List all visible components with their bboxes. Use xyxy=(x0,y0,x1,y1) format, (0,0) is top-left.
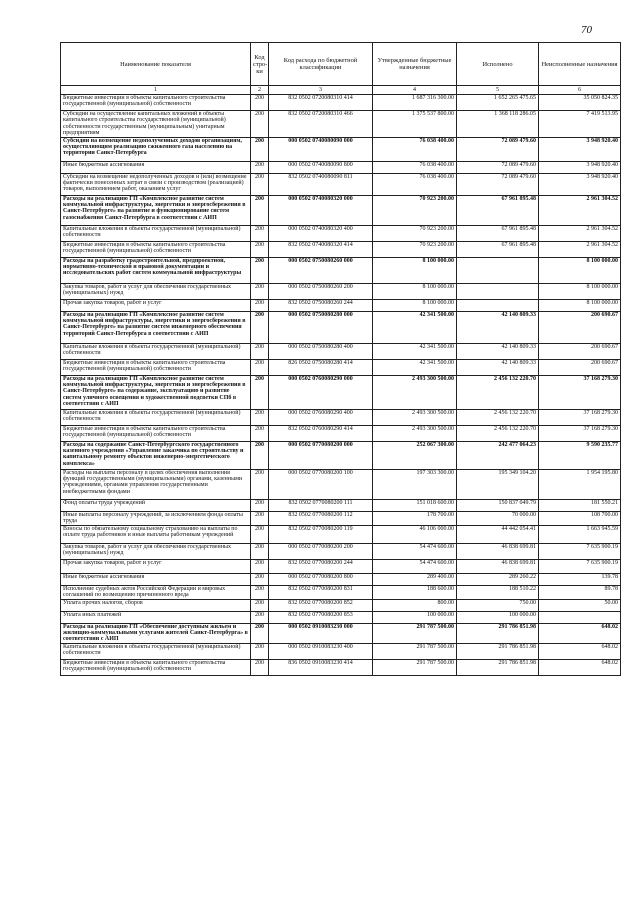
table-row xyxy=(61,525,621,543)
row-unexecuted-cell: 1 663 945.59 xyxy=(539,525,621,543)
row-approved-cell: 2 493 300 500.00 xyxy=(373,409,457,425)
table-row xyxy=(61,611,621,623)
row-executed-cell: 72 089 479.60 xyxy=(457,161,539,173)
table-row xyxy=(61,511,621,525)
row-name-cell: Капитальные вложения в объекты государственной (муниципальной) собственности xyxy=(61,225,251,241)
row-executed-cell: 291 786 851.98 xyxy=(457,643,539,659)
row-name-cell: Исполнение судебных актов Российской Федерации и мировых соглашений по возмещению причиненного вреда xyxy=(61,585,251,599)
row-unexecuted-cell: 37 168 279.30 xyxy=(539,409,621,425)
row-unexecuted-cell: 2 961 304.52 xyxy=(539,241,621,257)
row-name-cell: Бюджетные инвестиции в объекты капитального строительства государственной (муниципальной) собственности xyxy=(61,95,251,111)
row-line-code-cell: 200 xyxy=(251,283,269,299)
row-executed-cell: 1 652 265 475.65 xyxy=(457,95,539,111)
row-name-cell: Субсидии на возмещение недополученных доходов и (или) возмещение фактически понесенных затрат в связи с производством (реализацией) товаров, выполнением работ, оказанием услуг xyxy=(61,173,251,195)
row-executed-cell: 42 140 809.33 xyxy=(457,311,539,343)
row-approved-cell: 76 038 400.00 xyxy=(373,137,457,161)
column-number: 2 xyxy=(251,86,269,95)
row-line-code-cell: 200 xyxy=(251,599,269,611)
row-approved-cell: 151 018 600.00 xyxy=(373,499,457,511)
row-unexecuted-cell: 1 954 195.80 xyxy=(539,469,621,499)
row-executed-cell: 2 456 132 220.70 xyxy=(457,375,539,409)
row-kbk-cell: 000 0502 0750080280 400 xyxy=(269,343,373,359)
column-number: 3 xyxy=(269,86,373,95)
row-line-code-cell: 200 xyxy=(251,409,269,425)
row-approved-cell: 8 100 000.00 xyxy=(373,299,457,311)
row-name-cell: Расходы на реализацию ГП «Комплексное развитие систем коммунальной инфраструктуры, энергетики и энергосбережения в Санкт-Петербурге» на содержание, эксплуатацию и развитие систем уличного освещения и художественной подсветки СПб в соответствии с АИП xyxy=(61,375,251,409)
column-number: 5 xyxy=(457,86,539,95)
row-approved-cell: 291 787 500.00 xyxy=(373,659,457,675)
row-unexecuted-cell xyxy=(539,611,621,623)
table-row xyxy=(61,111,621,138)
row-kbk-cell: 832 0502 0770080200 852 xyxy=(269,599,373,611)
column-number-row xyxy=(61,86,621,95)
row-name-cell: Закупка товаров, работ и услуг для обеспечения государственных (муниципальных) нужд xyxy=(61,283,251,299)
row-executed-cell: 289 260.22 xyxy=(457,573,539,585)
row-executed-cell: 291 786 851.98 xyxy=(457,623,539,643)
row-executed-cell: 67 961 895.48 xyxy=(457,241,539,257)
row-unexecuted-cell: 108 700.00 xyxy=(539,511,621,525)
table-row xyxy=(61,257,621,283)
row-unexecuted-cell: 3 948 920.40 xyxy=(539,137,621,161)
row-unexecuted-cell: 3 948 920.40 xyxy=(539,161,621,173)
row-kbk-cell: 000 0502 0770080200 000 xyxy=(269,441,373,469)
row-kbk-cell: 000 0502 0740080090 800 xyxy=(269,161,373,173)
row-unexecuted-cell: 139.78 xyxy=(539,573,621,585)
row-name-cell: Прочая закупка товаров, работ и услуг xyxy=(61,299,251,311)
row-kbk-cell: 832 0502 0740080090 811 xyxy=(269,173,373,195)
row-line-code-cell: 200 xyxy=(251,299,269,311)
table-row xyxy=(61,195,621,225)
table-row xyxy=(61,573,621,585)
row-approved-cell: 42 341 500.00 xyxy=(373,311,457,343)
table-row xyxy=(61,311,621,343)
row-kbk-cell: 832 0502 0750080260 244 xyxy=(269,299,373,311)
row-unexecuted-cell: 35 050 824.35 xyxy=(539,95,621,111)
row-unexecuted-cell: 37 168 279.30 xyxy=(539,425,621,441)
row-executed-cell: 150 837 049.79 xyxy=(457,499,539,511)
table-row xyxy=(61,241,621,257)
row-kbk-cell: 000 0502 0760080290 000 xyxy=(269,375,373,409)
row-approved-cell: 800.00 xyxy=(373,599,457,611)
col-header-approved: Утвержденные бюджетные назначения xyxy=(373,43,457,86)
row-line-code-cell: 200 xyxy=(251,623,269,643)
table-row xyxy=(61,161,621,173)
row-kbk-cell: 832 0502 0740080320 414 xyxy=(269,241,373,257)
row-executed-cell: 46 838 699.81 xyxy=(457,559,539,573)
col-header-unexecuted: Неисполненные назначения xyxy=(539,43,621,86)
row-unexecuted-cell: 9 590 235.77 xyxy=(539,441,621,469)
row-approved-cell: 70 923 200.00 xyxy=(373,241,457,257)
table-row xyxy=(61,283,621,299)
table-row xyxy=(61,499,621,511)
row-executed-cell: 67 961 895.48 xyxy=(457,225,539,241)
table-row xyxy=(61,95,621,111)
table-row xyxy=(61,375,621,409)
column-number: 4 xyxy=(373,86,457,95)
row-approved-cell: 42 341 500.00 xyxy=(373,359,457,375)
row-kbk-cell: 826 0502 0750080280 414 xyxy=(269,359,373,375)
row-approved-cell: 1 687 316 300.00 xyxy=(373,95,457,111)
row-executed-cell: 750.00 xyxy=(457,599,539,611)
row-name-cell: Прочая закупка товаров, работ и услуг xyxy=(61,559,251,573)
row-approved-cell: 2 493 300 500.00 xyxy=(373,425,457,441)
row-approved-cell: 291 787 500.00 xyxy=(373,643,457,659)
col-header-kbk: Код расхода по бюджетной классификации xyxy=(269,43,373,86)
row-unexecuted-cell: 648.02 xyxy=(539,623,621,643)
row-executed-cell: 100 000.00 xyxy=(457,611,539,623)
row-name-cell: Бюджетные инвестиции в объекты капитального строительства государственной (муниципальной) собственности xyxy=(61,659,251,675)
row-line-code-cell: 200 xyxy=(251,585,269,599)
row-approved-cell: 76 038 400.00 xyxy=(373,161,457,173)
row-name-cell: Уплата иных платежей xyxy=(61,611,251,623)
row-unexecuted-cell: 200 690.67 xyxy=(539,359,621,375)
row-executed-cell: 72 089 479.60 xyxy=(457,137,539,161)
row-kbk-cell: 832 0502 0770080200 119 xyxy=(269,525,373,543)
table-header-row xyxy=(61,43,621,86)
table-row xyxy=(61,623,621,643)
row-approved-cell: 46 106 000.00 xyxy=(373,525,457,543)
row-line-code-cell: 200 xyxy=(251,111,269,138)
row-line-code-cell: 200 xyxy=(251,643,269,659)
row-kbk-cell: 000 0502 0760080290 400 xyxy=(269,409,373,425)
row-unexecuted-cell: 37 168 279.30 xyxy=(539,375,621,409)
row-line-code-cell: 200 xyxy=(251,343,269,359)
row-line-code-cell: 200 xyxy=(251,511,269,525)
row-name-cell: Бюджетные инвестиции в объекты капитального строительства государственной (муниципальной) собственности xyxy=(61,359,251,375)
row-approved-cell: 54 474 600.00 xyxy=(373,559,457,573)
row-name-cell: Капитальные вложения в объекты государственной (муниципальной) собственности xyxy=(61,343,251,359)
table-row xyxy=(61,299,621,311)
row-unexecuted-cell: 200 690.67 xyxy=(539,311,621,343)
table-row xyxy=(61,659,621,675)
row-name-cell: Бюджетные инвестиции в объекты капитального строительства государственной (муниципальной) собственности xyxy=(61,241,251,257)
row-line-code-cell: 200 xyxy=(251,441,269,469)
row-unexecuted-cell: 7 635 900.19 xyxy=(539,559,621,573)
row-executed-cell: 2 456 132 220.70 xyxy=(457,409,539,425)
table-row xyxy=(61,173,621,195)
row-kbk-cell: 000 0502 0770080200 100 xyxy=(269,469,373,499)
table-row xyxy=(61,585,621,599)
row-name-cell: Иные бюджетные ассигнования xyxy=(61,573,251,585)
table-row xyxy=(61,359,621,375)
row-line-code-cell: 200 xyxy=(251,499,269,511)
table-row xyxy=(61,543,621,559)
row-kbk-cell: 832 0502 0770080200 831 xyxy=(269,585,373,599)
row-line-code-cell: 200 xyxy=(251,559,269,573)
row-line-code-cell: 200 xyxy=(251,375,269,409)
row-line-code-cell: 200 xyxy=(251,161,269,173)
row-executed-cell: 291 786 851.98 xyxy=(457,659,539,675)
row-executed-cell xyxy=(457,283,539,299)
row-unexecuted-cell: 181 550.21 xyxy=(539,499,621,511)
table-row xyxy=(61,441,621,469)
row-unexecuted-cell: 3 948 920.40 xyxy=(539,173,621,195)
row-executed-cell xyxy=(457,257,539,283)
row-line-code-cell: 200 xyxy=(251,469,269,499)
row-unexecuted-cell: 8 100 000.00 xyxy=(539,257,621,283)
row-executed-cell: 70 000.00 xyxy=(457,511,539,525)
row-unexecuted-cell: 200 690.67 xyxy=(539,343,621,359)
row-kbk-cell: 000 0502 0740080090 000 xyxy=(269,137,373,161)
row-name-cell: Капитальные вложения в объекты государственной (муниципальной) собственности xyxy=(61,409,251,425)
row-line-code-cell: 200 xyxy=(251,311,269,343)
row-line-code-cell: 200 xyxy=(251,195,269,225)
table-row xyxy=(61,137,621,161)
row-kbk-cell: 000 0502 0750080260 000 xyxy=(269,257,373,283)
table-row xyxy=(61,409,621,425)
row-name-cell: Субсидии на осуществление капитальных вложений в объекты капитального строительства государственной (муниципальной) собственности государственным (муниципальным) унитарным предприятиям xyxy=(61,111,251,138)
table-row xyxy=(61,225,621,241)
row-kbk-cell: 000 0502 0770080200 200 xyxy=(269,543,373,559)
page-number: 70 xyxy=(581,24,592,36)
row-approved-cell: 1 375 537 800.00 xyxy=(373,111,457,138)
row-line-code-cell: 200 xyxy=(251,225,269,241)
budget-execution-table xyxy=(60,42,621,676)
row-line-code-cell: 200 xyxy=(251,359,269,375)
row-line-code-cell: 200 xyxy=(251,137,269,161)
row-line-code-cell: 200 xyxy=(251,241,269,257)
row-kbk-cell: 832 0502 0770080200 111 xyxy=(269,499,373,511)
row-name-cell: Расходы на реализацию ГП «Комплексное развитие систем коммунальной инфраструктуры, энергетики и энергосбережения в Санкт-Петербурге» на развитие систем инженерного обеспечения территорий Санкт-Петербурга в соответствии с АИП xyxy=(61,311,251,343)
row-executed-cell: 72 089 479.60 xyxy=(457,173,539,195)
table-row xyxy=(61,425,621,441)
row-approved-cell: 289 400.00 xyxy=(373,573,457,585)
row-unexecuted-cell: 7 419 513.95 xyxy=(539,111,621,138)
row-kbk-cell: 832 0502 0720080310 414 xyxy=(269,95,373,111)
row-kbk-cell: 832 0502 0770080200 853 xyxy=(269,611,373,623)
row-name-cell: Расходы на выплаты персоналу в целях обеспечения выполнения функций государственными (муниципальными) органами, казенными учреждениями, органами управления государственными внебюджетными фондами xyxy=(61,469,251,499)
row-line-code-cell: 200 xyxy=(251,173,269,195)
row-kbk-cell: 832 0502 0770080200 112 xyxy=(269,511,373,525)
row-unexecuted-cell: 648.02 xyxy=(539,659,621,675)
row-kbk-cell: 000 0502 0740080320 400 xyxy=(269,225,373,241)
row-kbk-cell: 000 0502 0750080260 200 xyxy=(269,283,373,299)
row-name-cell: Взносы по обязательному социальному страхованию на выплаты по оплате труда работников и иные выплаты работникам учреждений xyxy=(61,525,251,543)
row-executed-cell: 44 442 054.41 xyxy=(457,525,539,543)
table-row xyxy=(61,469,621,499)
row-kbk-cell: 000 0502 0750080280 000 xyxy=(269,311,373,343)
row-approved-cell: 178 700.00 xyxy=(373,511,457,525)
row-name-cell: Уплата прочих налогов, сборов xyxy=(61,599,251,611)
row-approved-cell: 2 493 300 500.00 xyxy=(373,375,457,409)
row-executed-cell: 195 349 104.20 xyxy=(457,469,539,499)
row-name-cell: Иные выплаты персоналу учреждений, за исключением фонда оплаты труда xyxy=(61,511,251,525)
row-executed-cell: 2 456 132 220.70 xyxy=(457,425,539,441)
row-executed-cell: 42 140 809.33 xyxy=(457,359,539,375)
row-executed-cell: 188 510.22 xyxy=(457,585,539,599)
col-header-name: Наименование показателя xyxy=(61,43,251,86)
row-approved-cell: 70 923 200.00 xyxy=(373,195,457,225)
row-executed-cell: 67 961 895.48 xyxy=(457,195,539,225)
row-approved-cell: 197 303 300.00 xyxy=(373,469,457,499)
row-name-cell: Расходы на содержание Санкт-Петербургского государственного казенного учреждения «Управление заказчика по строительству и капитальному ремонту объектов инженерно-энергетического комплекса» xyxy=(61,441,251,469)
row-kbk-cell: 832 0502 0720080310 466 xyxy=(269,111,373,138)
row-unexecuted-cell: 89.78 xyxy=(539,585,621,599)
row-unexecuted-cell: 2 961 304.52 xyxy=(539,225,621,241)
row-line-code-cell: 200 xyxy=(251,543,269,559)
row-kbk-cell: 000 0502 0910083230 400 xyxy=(269,643,373,659)
row-line-code-cell: 200 xyxy=(251,611,269,623)
table-row xyxy=(61,599,621,611)
table-row xyxy=(61,559,621,573)
row-kbk-cell: 000 0502 0740080320 000 xyxy=(269,195,373,225)
column-number: 1 xyxy=(61,86,251,95)
row-approved-cell: 8 100 000.00 xyxy=(373,257,457,283)
col-header-line-code: Код стро-ки xyxy=(251,43,269,86)
row-line-code-cell: 200 xyxy=(251,525,269,543)
row-line-code-cell: 200 xyxy=(251,659,269,675)
row-approved-cell: 188 600.00 xyxy=(373,585,457,599)
row-kbk-cell: 000 0502 0910083230 000 xyxy=(269,623,373,643)
row-approved-cell: 42 341 500.00 xyxy=(373,343,457,359)
column-number: 6 xyxy=(539,86,621,95)
row-kbk-cell: 836 0502 0910083230 414 xyxy=(269,659,373,675)
row-approved-cell: 100 000.00 xyxy=(373,611,457,623)
row-approved-cell: 76 038 400.00 xyxy=(373,173,457,195)
row-line-code-cell: 200 xyxy=(251,573,269,585)
table-row xyxy=(61,643,621,659)
row-name-cell: Расходы на разработку градостроительной, предпроектной, нормативно-технической и правовой документации и исследовательских работ систем коммунальной инфраструктуры xyxy=(61,257,251,283)
row-name-cell: Капитальные вложения в объекты государственной (муниципальной) собственности xyxy=(61,643,251,659)
row-name-cell: Расходы на реализацию ГП «Комплексное развитие систем коммунальной инфраструктуры, энергетики и энергосбережения в Санкт-Петербурге» на развитие и функционирование систем газоснабжения Санкт-Петербурга в соответствии с АИП xyxy=(61,195,251,225)
row-executed-cell: 46 838 699.81 xyxy=(457,543,539,559)
row-line-code-cell: 200 xyxy=(251,95,269,111)
row-executed-cell: 242 477 064.23 xyxy=(457,441,539,469)
row-approved-cell: 70 923 200.00 xyxy=(373,225,457,241)
row-unexecuted-cell: 50.00 xyxy=(539,599,621,611)
row-line-code-cell: 200 xyxy=(251,257,269,283)
row-line-code-cell: 200 xyxy=(251,425,269,441)
row-unexecuted-cell: 648.02 xyxy=(539,643,621,659)
row-approved-cell: 252 067 300.00 xyxy=(373,441,457,469)
row-approved-cell: 291 787 500.00 xyxy=(373,623,457,643)
row-name-cell: Иные бюджетные ассигнования xyxy=(61,161,251,173)
row-approved-cell: 54 474 600.00 xyxy=(373,543,457,559)
row-kbk-cell: 000 0502 0770080200 800 xyxy=(269,573,373,585)
row-executed-cell: 1 368 118 286.05 xyxy=(457,111,539,138)
row-kbk-cell: 832 0502 0760080290 414 xyxy=(269,425,373,441)
row-name-cell: Расходы на реализацию ГП «Обеспечение доступным жильем и жилищно-коммунальными услугами жителей Санкт-Петербурга» в соответствии с АИП xyxy=(61,623,251,643)
table-body xyxy=(61,95,621,676)
row-kbk-cell: 832 0502 0770080200 244 xyxy=(269,559,373,573)
row-unexecuted-cell: 2 961 304.52 xyxy=(539,195,621,225)
row-unexecuted-cell: 8 100 000.00 xyxy=(539,299,621,311)
row-name-cell: Субсидии на возмещение недополученных доходов организациям, осуществляющим реализацию сжиженного газа населению на территории Санкт-Петербурга xyxy=(61,137,251,161)
row-approved-cell: 8 100 000.00 xyxy=(373,283,457,299)
row-executed-cell xyxy=(457,299,539,311)
col-header-executed: Исполнено xyxy=(457,43,539,86)
table-row xyxy=(61,343,621,359)
row-name-cell: Закупка товаров, работ и услуг для обеспечения государственных (муниципальных) нужд xyxy=(61,543,251,559)
row-name-cell: Бюджетные инвестиции в объекты капитального строительства государственной (муниципальной) собственности xyxy=(61,425,251,441)
row-name-cell: Фонд оплаты труда учреждений xyxy=(61,499,251,511)
row-unexecuted-cell: 7 635 900.19 xyxy=(539,543,621,559)
row-unexecuted-cell: 8 100 000.00 xyxy=(539,283,621,299)
row-executed-cell: 42 140 809.33 xyxy=(457,343,539,359)
